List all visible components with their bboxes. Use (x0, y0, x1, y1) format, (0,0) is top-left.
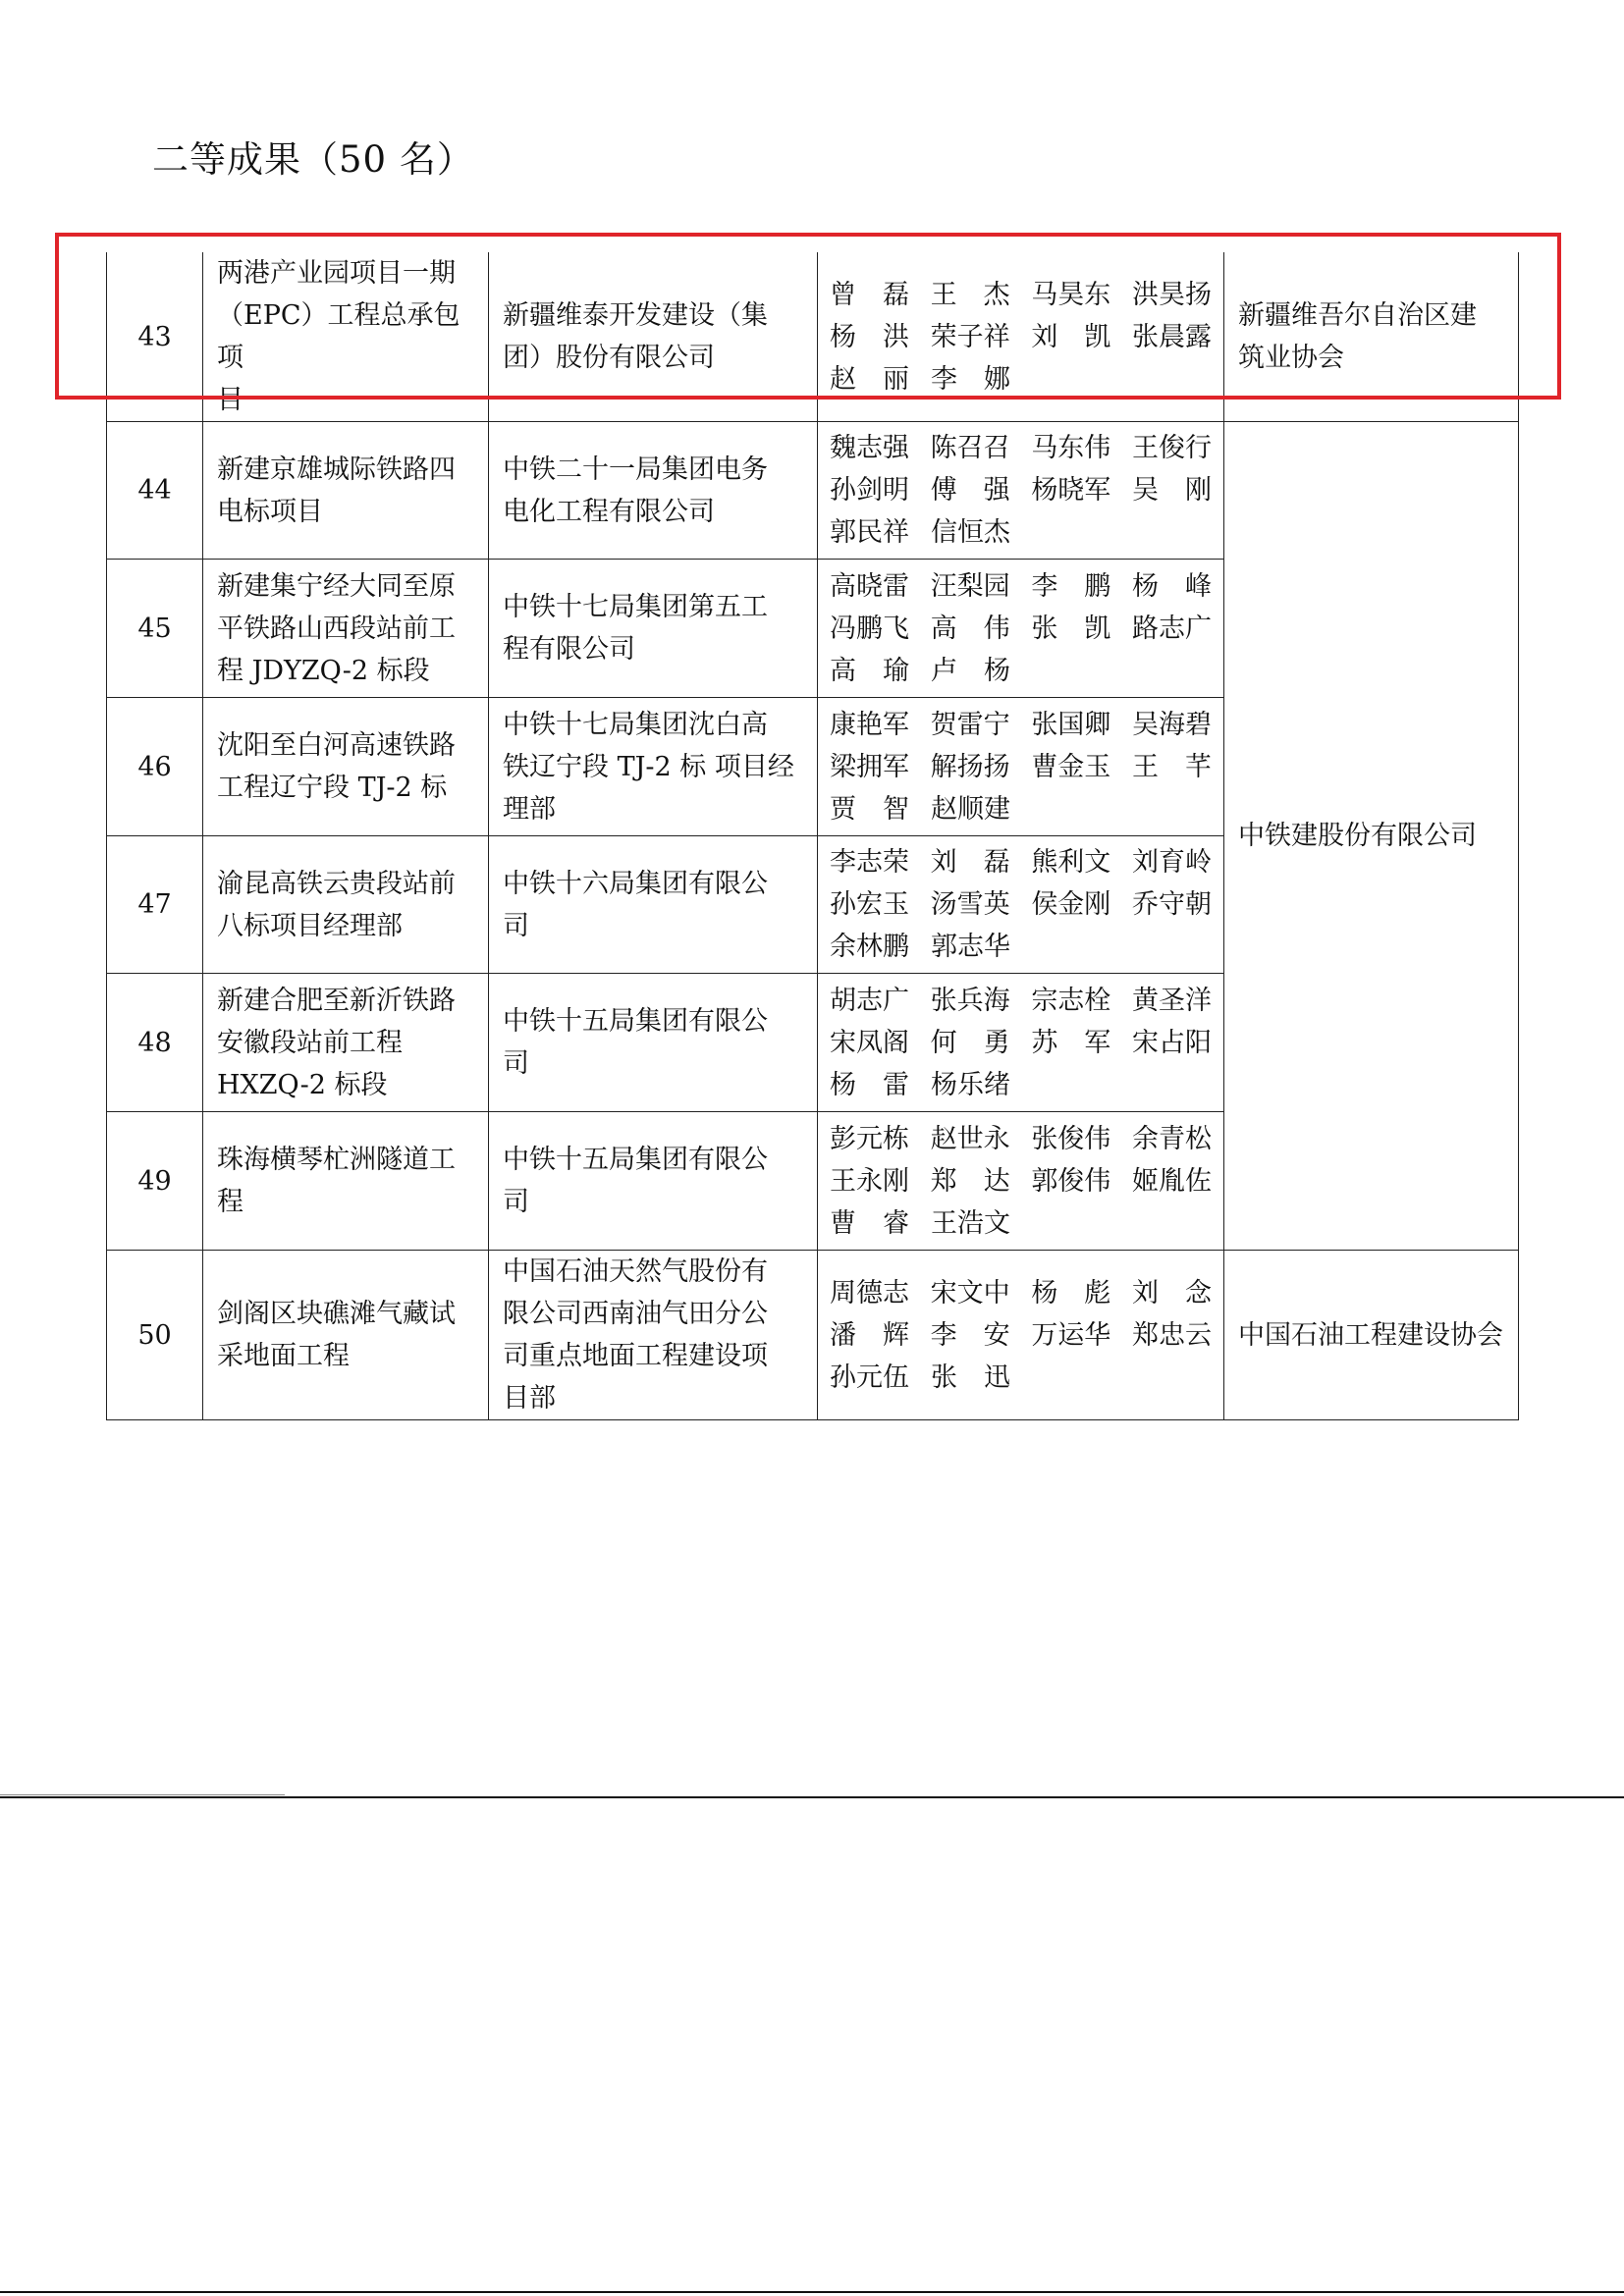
project-line: 安徽段站前工程 (217, 1027, 403, 1058)
footer-divider (0, 1796, 1624, 1798)
person-name: 赵 丽 (830, 363, 909, 395)
project-name (203, 836, 489, 974)
person-name: 汤雪英 (930, 889, 1010, 920)
project-line: 八标项目经理部 (217, 910, 403, 941)
person-name: 高 伟 (930, 613, 1010, 644)
org-line: 筑业协会 (1238, 343, 1344, 373)
person-name: 汪梨园 (930, 570, 1010, 602)
project-line: （EPC）工程总承包项 (217, 300, 460, 373)
completing-unit (489, 560, 818, 698)
project-line: 两港产业园项目一期 (217, 258, 456, 289)
person-name: 杨 峰 (1131, 570, 1212, 602)
org-line: 中铁建股份有限公司 (1238, 821, 1477, 851)
names-line (830, 926, 1212, 968)
person-name: 魏志强 (830, 433, 909, 463)
unit-line: 程有限公司 (503, 634, 635, 665)
person-name: 宋文中 (930, 1277, 1010, 1308)
person-name: 侯金刚 (1031, 889, 1111, 920)
project-line: HXZQ-2 标段 (217, 1069, 388, 1100)
completing-unit (489, 1112, 818, 1251)
project-line: 沈阳至白河高速铁路 (217, 730, 456, 761)
person-name: 荣子祥 (930, 321, 1010, 352)
project-line: 平铁路山西段站前工 (217, 613, 456, 644)
bottom-edge-line (0, 2291, 1624, 2293)
project-line: 剑阁区块礁滩气藏试 (217, 1299, 456, 1329)
person-name: 刘育岭 (1131, 847, 1212, 878)
project-line: 工程辽宁段 TJ-2 标 (217, 773, 448, 803)
person-name: 曹 睿 (830, 1207, 909, 1239)
project-name (203, 1251, 489, 1420)
person-name: 苏 军 (1031, 1027, 1111, 1058)
person-name: 王 杰 (930, 279, 1010, 310)
person-name: 解扬扬 (930, 751, 1010, 782)
unit-line: 理部 (503, 793, 556, 825)
person-name: 李 娜 (931, 363, 1010, 395)
names-line (830, 788, 1212, 830)
person-name: 张兵海 (930, 985, 1010, 1016)
person-name: 张 迅 (931, 1362, 1010, 1393)
names-line (830, 1160, 1212, 1202)
person-name: 贺雷宁 (930, 709, 1010, 740)
project-line: 程 JDYZQ-2 标段 (217, 655, 430, 686)
names-line (830, 511, 1212, 554)
person-name: 孙剑明 (830, 475, 909, 506)
row-number: 44 (107, 422, 203, 560)
person-name: 刘 磊 (930, 847, 1010, 878)
participants (818, 974, 1224, 1112)
names-line (830, 1202, 1212, 1245)
person-name: 高 瑜 (830, 655, 909, 686)
row-number: 49 (107, 1112, 203, 1251)
project-line: 珠海横琴杧洲隧道工 (217, 1145, 456, 1175)
unit-line: 中铁十五局集团有限公 (503, 1006, 768, 1037)
person-name: 刘 念 (1131, 1277, 1212, 1308)
person-name: 张国卿 (1031, 709, 1111, 740)
names-line (830, 1357, 1212, 1399)
unit-line: 团）股份有限公司 (503, 343, 715, 373)
person-name: 周德志 (830, 1277, 909, 1308)
project-name (203, 560, 489, 698)
unit-line: 铁辽宁段 TJ-2 标 项目经 (503, 751, 794, 782)
person-name: 冯鹏飞 (830, 613, 909, 644)
unit-line: 中铁十五局集团有限公 (503, 1145, 768, 1175)
names-line (830, 746, 1212, 788)
person-name: 宋凤阁 (830, 1027, 909, 1058)
person-name: 孙元伍 (830, 1362, 909, 1393)
person-name: 王俊行 (1131, 433, 1212, 463)
person-name: 赵顺建 (931, 793, 1010, 825)
recommending-org (1224, 1251, 1519, 1420)
page-heading: 二等成果（50 名） (152, 138, 474, 181)
names-line (830, 608, 1212, 650)
unit-line: 限公司西南油气田分公 (503, 1299, 768, 1329)
project-line: 新建合肥至新沂铁路 (217, 985, 456, 1016)
project-line: 电标项目 (217, 496, 323, 527)
highlight-box (55, 233, 1561, 400)
person-name: 郑 达 (930, 1165, 1010, 1197)
project-line: 新建京雄城际铁路四 (217, 454, 456, 485)
person-name: 余青松 (1131, 1123, 1212, 1154)
person-name: 陈召召 (930, 433, 1010, 463)
unit-line: 司 (503, 1048, 529, 1079)
person-name: 李 安 (930, 1319, 1010, 1351)
person-name: 彭元栋 (830, 1123, 909, 1154)
person-name: 王浩文 (931, 1207, 1010, 1239)
person-name: 王永刚 (830, 1165, 909, 1197)
table-row (107, 1251, 1519, 1420)
participants (818, 836, 1224, 974)
person-name: 马昊东 (1031, 279, 1111, 310)
row-number: 45 (107, 560, 203, 698)
row-number: 46 (107, 698, 203, 836)
org-line: 中国石油工程建设协会 (1238, 1319, 1503, 1351)
unit-line: 新疆维泰开发建设（集 (503, 300, 768, 331)
recommending-org (1224, 422, 1519, 1251)
unit-line: 中铁二十一局集团电务 (503, 454, 768, 485)
completing-unit (489, 836, 818, 974)
person-name: 宗志栓 (1031, 985, 1111, 1016)
project-line: 程 (217, 1187, 244, 1217)
person-name: 杨 雷 (830, 1069, 909, 1100)
person-name: 何 勇 (930, 1027, 1010, 1058)
person-name: 黄圣洋 (1131, 985, 1212, 1016)
person-name: 余林鹏 (830, 932, 909, 962)
project-line: 采地面工程 (217, 1341, 350, 1371)
unit-line: 中国石油天然气股份有 (503, 1256, 768, 1287)
person-name: 胡志广 (830, 985, 909, 1016)
participants (818, 1251, 1224, 1420)
completing-unit (489, 1251, 818, 1420)
names-line (830, 565, 1212, 608)
person-name: 刘 凯 (1031, 321, 1111, 352)
project-name (203, 698, 489, 836)
project-name (203, 1112, 489, 1251)
person-name: 杨 洪 (830, 321, 909, 352)
person-name: 曾 磊 (830, 279, 909, 310)
row-number: 43 (107, 252, 203, 422)
person-name: 郭志华 (931, 932, 1010, 962)
project-line: 渝昆高铁云贵段站前 (217, 868, 456, 899)
completing-unit (489, 422, 818, 560)
completing-unit (489, 974, 818, 1112)
person-name: 杨 彪 (1031, 1277, 1111, 1308)
footer-rule-segment (0, 1794, 285, 1795)
project-name (203, 974, 489, 1112)
unit-line: 电化工程有限公司 (503, 496, 715, 527)
unit-line: 司 (503, 910, 529, 941)
person-name: 李 鹏 (1031, 570, 1111, 602)
person-name: 张俊伟 (1031, 1123, 1111, 1154)
names-line (830, 427, 1212, 469)
person-name: 洪昊扬 (1131, 279, 1212, 310)
participants (818, 560, 1224, 698)
person-name: 杨乐绪 (931, 1069, 1010, 1100)
names-line (830, 704, 1212, 746)
names-line (830, 841, 1212, 883)
award-table (106, 252, 1519, 1420)
row-number: 48 (107, 974, 203, 1112)
project-line: 新建集宁经大同至原 (217, 570, 456, 602)
person-name: 郭民祥 (830, 517, 909, 548)
person-name: 吴海碧 (1131, 709, 1212, 740)
participants (818, 422, 1224, 560)
unit-line: 中铁十七局集团第五工 (503, 592, 768, 622)
org-line: 新疆维吾尔自治区建 (1238, 300, 1477, 331)
unit-line: 中铁十七局集团沈白高 (503, 709, 768, 740)
names-line (830, 1022, 1212, 1064)
person-name: 吴 刚 (1131, 475, 1212, 506)
person-name: 孙宏玉 (830, 889, 909, 920)
row-number: 50 (107, 1251, 203, 1420)
person-name: 潘 辉 (830, 1319, 909, 1351)
project-name (203, 422, 489, 560)
person-name: 高晓雷 (830, 570, 909, 602)
person-name: 万运华 (1031, 1319, 1111, 1351)
person-name: 康艳军 (830, 709, 909, 740)
unit-line: 司重点地面工程建设项 (503, 1341, 768, 1371)
names-line (830, 1272, 1212, 1314)
person-name: 张晨露 (1131, 321, 1212, 352)
names-line (830, 1118, 1212, 1160)
person-name: 郑忠云 (1131, 1319, 1212, 1351)
person-name: 杨晓军 (1031, 475, 1111, 506)
person-name: 张 凯 (1031, 613, 1111, 644)
person-name: 曹金玉 (1031, 751, 1111, 782)
person-name: 王 芊 (1131, 751, 1212, 782)
person-name: 信恒杰 (931, 517, 1010, 548)
unit-line: 目部 (503, 1383, 556, 1414)
participants (818, 698, 1224, 836)
person-name: 傅 强 (930, 475, 1010, 506)
names-line (830, 1314, 1212, 1357)
names-line (830, 980, 1212, 1022)
unit-line: 中铁十六局集团有限公 (503, 868, 768, 899)
names-line (830, 1064, 1212, 1106)
person-name: 路志广 (1131, 613, 1212, 644)
person-name: 马东伟 (1031, 433, 1111, 463)
person-name: 乔守朝 (1131, 889, 1212, 920)
names-line (830, 650, 1212, 692)
names-line (830, 469, 1212, 511)
person-name: 赵世永 (930, 1123, 1010, 1154)
person-name: 熊利文 (1031, 847, 1111, 878)
row-number: 47 (107, 836, 203, 974)
person-name: 姬胤佐 (1131, 1165, 1212, 1197)
participants (818, 1112, 1224, 1251)
completing-unit (489, 698, 818, 836)
names-line (830, 883, 1212, 926)
unit-line: 司 (503, 1187, 529, 1217)
person-name: 贾 智 (830, 793, 909, 825)
person-name: 梁拥军 (830, 751, 909, 782)
person-name: 宋占阳 (1131, 1027, 1212, 1058)
table-row (107, 422, 1519, 560)
person-name: 郭俊伟 (1031, 1165, 1111, 1197)
person-name: 李志荣 (830, 847, 909, 878)
person-name: 卢 杨 (931, 655, 1010, 686)
project-line: 目 (217, 385, 244, 415)
